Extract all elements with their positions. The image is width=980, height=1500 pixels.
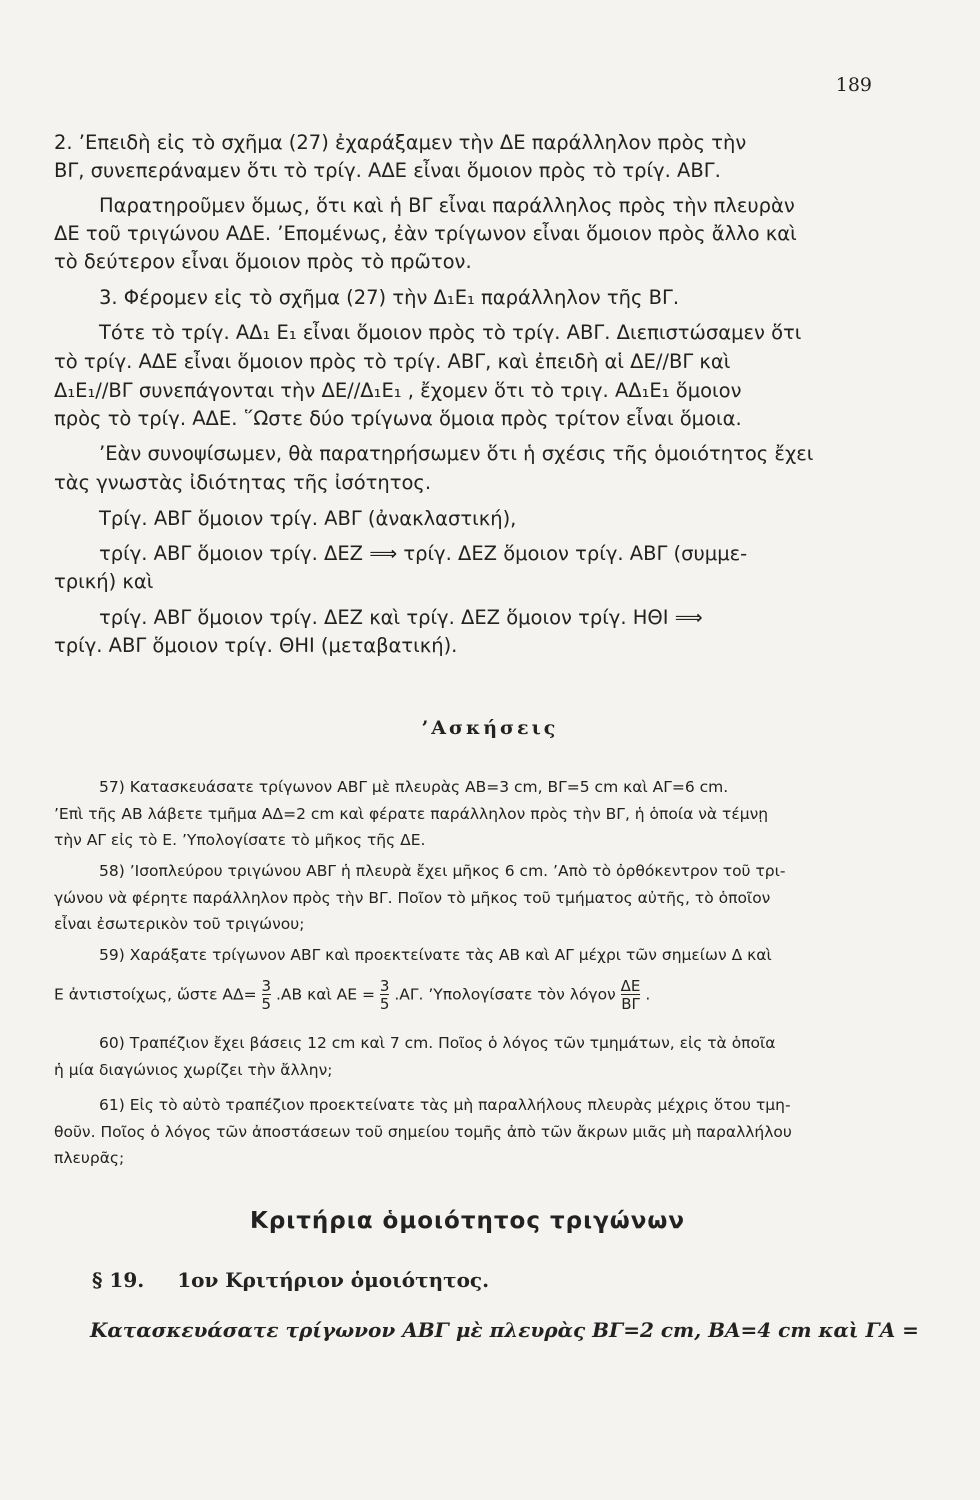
fraction-numerator: 3 (261, 977, 272, 995)
fraction-3-5 (380, 978, 390, 1012)
section-number: § 19. (92, 1268, 145, 1292)
body-line: ΔΕ τοῦ τριγώνου ΑΔΕ. ’Επομένως, ἐὰν τρίγωνον εἶναι ὅμοιον πρὸς ἄλλο καὶ (54, 222, 797, 245)
body-line: ΒΓ, συνεπεράναμεν ὅτι τὸ τρίγ. ΑΔΕ εἶναι ὅμοιον πρὸς τὸ τρίγ. ΑΒΓ. (54, 159, 721, 182)
section-title: Κριτήρια ὁμοιότητος τριγώνων (250, 1208, 686, 1234)
body-line: Τότε τὸ τρίγ. ΑΔ₁ Ε₁ εἶναι ὅμοιον πρὸς τὸ τρίγ. ΑΒΓ. Διεπιστώσαμεν ὅτι (99, 321, 802, 344)
exercise-line: ἡ μία διαγώνιος χωρίζει τὴν ἄλλην; (54, 1061, 333, 1079)
fraction-numerator: 3 (379, 977, 390, 995)
section-heading (92, 1268, 489, 1292)
fraction-denominator: 5 (379, 995, 390, 1013)
exercise-line: τὴν ΑΓ εἰς τὸ Ε. ’Υπολογίσατε τὸ μῆκος τῆς ΔΕ. (54, 831, 426, 849)
exercise-line: εἶναι ἐσωτερικὸν τοῦ τριγώνου; (54, 915, 305, 933)
body-line: τὸ δεύτερον εἶναι ὅμοιον πρὸς τὸ πρῶτον. (54, 250, 472, 273)
exercise-line: θοῦν. Ποῖος ὁ λόγος τῶν ἀποστάσεων τοῦ σημείου τομῆς ἀπὸ τῶν ἄκρων μιᾶς μὴ παραλλήλου (54, 1123, 792, 1141)
body-line: τρίγ. ΑΒΓ ὅμοιον τρίγ. ΘΗΙ (μεταβατική). (54, 634, 458, 657)
body-line: Τρίγ. ΑΒΓ ὅμοιον τρίγ. ΑΒΓ (ἀνακλαστική), (99, 507, 517, 530)
body-line: τὸ τρίγ. ΑΔΕ εἶναι ὅμοιον πρὸς τὸ τρίγ. ΑΒΓ, καὶ ἐπειδὴ αἱ ΔΕ//ΒΓ καὶ (54, 350, 731, 373)
exercise-text: .ΑΒ καὶ ΑΕ = (276, 985, 375, 1004)
exercise-line: 59) Χαράξατε τρίγωνον ΑΒΓ καὶ προεκτείνατε τὰς ΑΒ καὶ ΑΓ μέχρι τῶν σημείων Δ καὶ (99, 946, 772, 964)
exercise-line-with-fractions (54, 978, 876, 1012)
exercise-text: Ε ἀντιστοίχως, ὥστε ΑΔ= (54, 985, 257, 1004)
body-line: τὰς γνωστὰς ἰδιότητας τῆς ἰσότητος. (54, 471, 432, 494)
exercise-line: 58) ’Ισοπλεύρου τριγώνου ΑΒΓ ἡ πλευρὰ ἔχει μῆκος 6 cm. ’Απὸ τὸ ὀρθόκεντρον τοῦ τρι- (99, 862, 786, 880)
body-line: 2. ’Επειδὴ εἰς τὸ σχῆμα (27) ἐχαράξαμεν τὴν ΔΕ παράλληλον πρὸς τὴν (54, 131, 747, 154)
body-line: τρίγ. ΑΒΓ ὅμοιον τρίγ. ΔΕΖ ⟹ τρίγ. ΔΕΖ ὅμοιον τρίγ. ΑΒΓ (συμμε- (99, 542, 748, 565)
exercise-line: γώνου νὰ φέρητε παράλληλον πρὸς τὴν ΒΓ. Ποῖον τὸ μῆκος τοῦ τμήματος αὐτῆς, τὸ ὁποῖον (54, 889, 771, 907)
exercise-line: 60) Τραπέζιον ἔχει βάσεις 12 cm καὶ 7 cm. Ποῖος ὁ λόγος τῶν τμημάτων, εἰς τὰ ὁποῖα (99, 1034, 776, 1052)
body-line: ’Εὰν συνοψίσωμεν, θὰ παρατηρήσωμεν ὅτι ἡ σχέσις τῆς ὁμοιότητος ἔχει (99, 442, 814, 465)
italic-instruction: Κατασκευάσατε τρίγωνον ΑΒΓ μὲ πλευρὰς ΒΓ=2 cm, ΒΑ=4 cm καὶ ΓΑ = (90, 1318, 919, 1342)
page-number: 189 (835, 74, 872, 96)
exercise-line: ’Επὶ τῆς ΑΒ λάβετε τμῆμα ΑΔ=2 cm καὶ φέρατε παράλληλον πρὸς τὴν ΒΓ, ἡ ὁποία νὰ τέμνῃ (54, 805, 769, 823)
body-line: τρική) καὶ (54, 570, 154, 593)
exercise-line: πλευρᾶς; (54, 1149, 125, 1167)
fraction-denominator: ΒΓ (621, 995, 640, 1013)
fraction-numerator: ΔΕ (620, 977, 641, 995)
body-line: 3. Φέρομεν εἰς τὸ σχῆμα (27) τὴν Δ₁Ε₁ παράλληλον τῆς ΒΓ. (99, 286, 680, 309)
fraction-3-5 (262, 978, 272, 1012)
exercise-line: 57) Κατασκευάσατε τρίγωνον ΑΒΓ μὲ πλευρὰς ΑΒ=3 cm, ΒΓ=5 cm καὶ ΑΓ=6 cm. (99, 778, 729, 796)
fraction-de-bg (621, 978, 641, 1012)
body-line: Παρατηροῦμεν ὅμως, ὅτι καὶ ἡ ΒΓ εἶναι παράλληλος πρὸς τὴν πλευρὰν (99, 194, 795, 217)
criterion-title: 1ον Κριτήριον ὁμοιότητος. (177, 1268, 490, 1292)
exercise-line: 61) Εἰς τὸ αὐτὸ τραπέζιον προεκτείνατε τὰς μὴ παραλλήλους πλευρὰς μέχρις ὅτου τμη- (99, 1096, 791, 1114)
exercises-heading: ’Ασκήσεις (421, 717, 559, 739)
body-line: πρὸς τὸ τρίγ. ΑΔΕ. ῞Ωστε δύο τρίγωνα ὅμοια πρὸς τρίτον εἶναι ὅμοια. (54, 407, 742, 430)
body-line: τρίγ. ΑΒΓ ὅμοιον τρίγ. ΔΕΖ καὶ τρίγ. ΔΕΖ ὅμοιον τρίγ. ΗΘΙ ⟹ (99, 606, 703, 629)
body-line: Δ₁Ε₁//ΒΓ συνεπάγονται τὴν ΔΕ//Δ₁Ε₁ , ἔχομεν ὅτι τὸ τριγ. ΑΔ₁Ε₁ ὅμοιον (54, 379, 742, 402)
exercise-text: .ΑΓ. ’Υπολογίσατε τὸν λόγον (394, 985, 616, 1004)
exercise-text: . (645, 985, 651, 1004)
fraction-denominator: 5 (261, 995, 272, 1013)
